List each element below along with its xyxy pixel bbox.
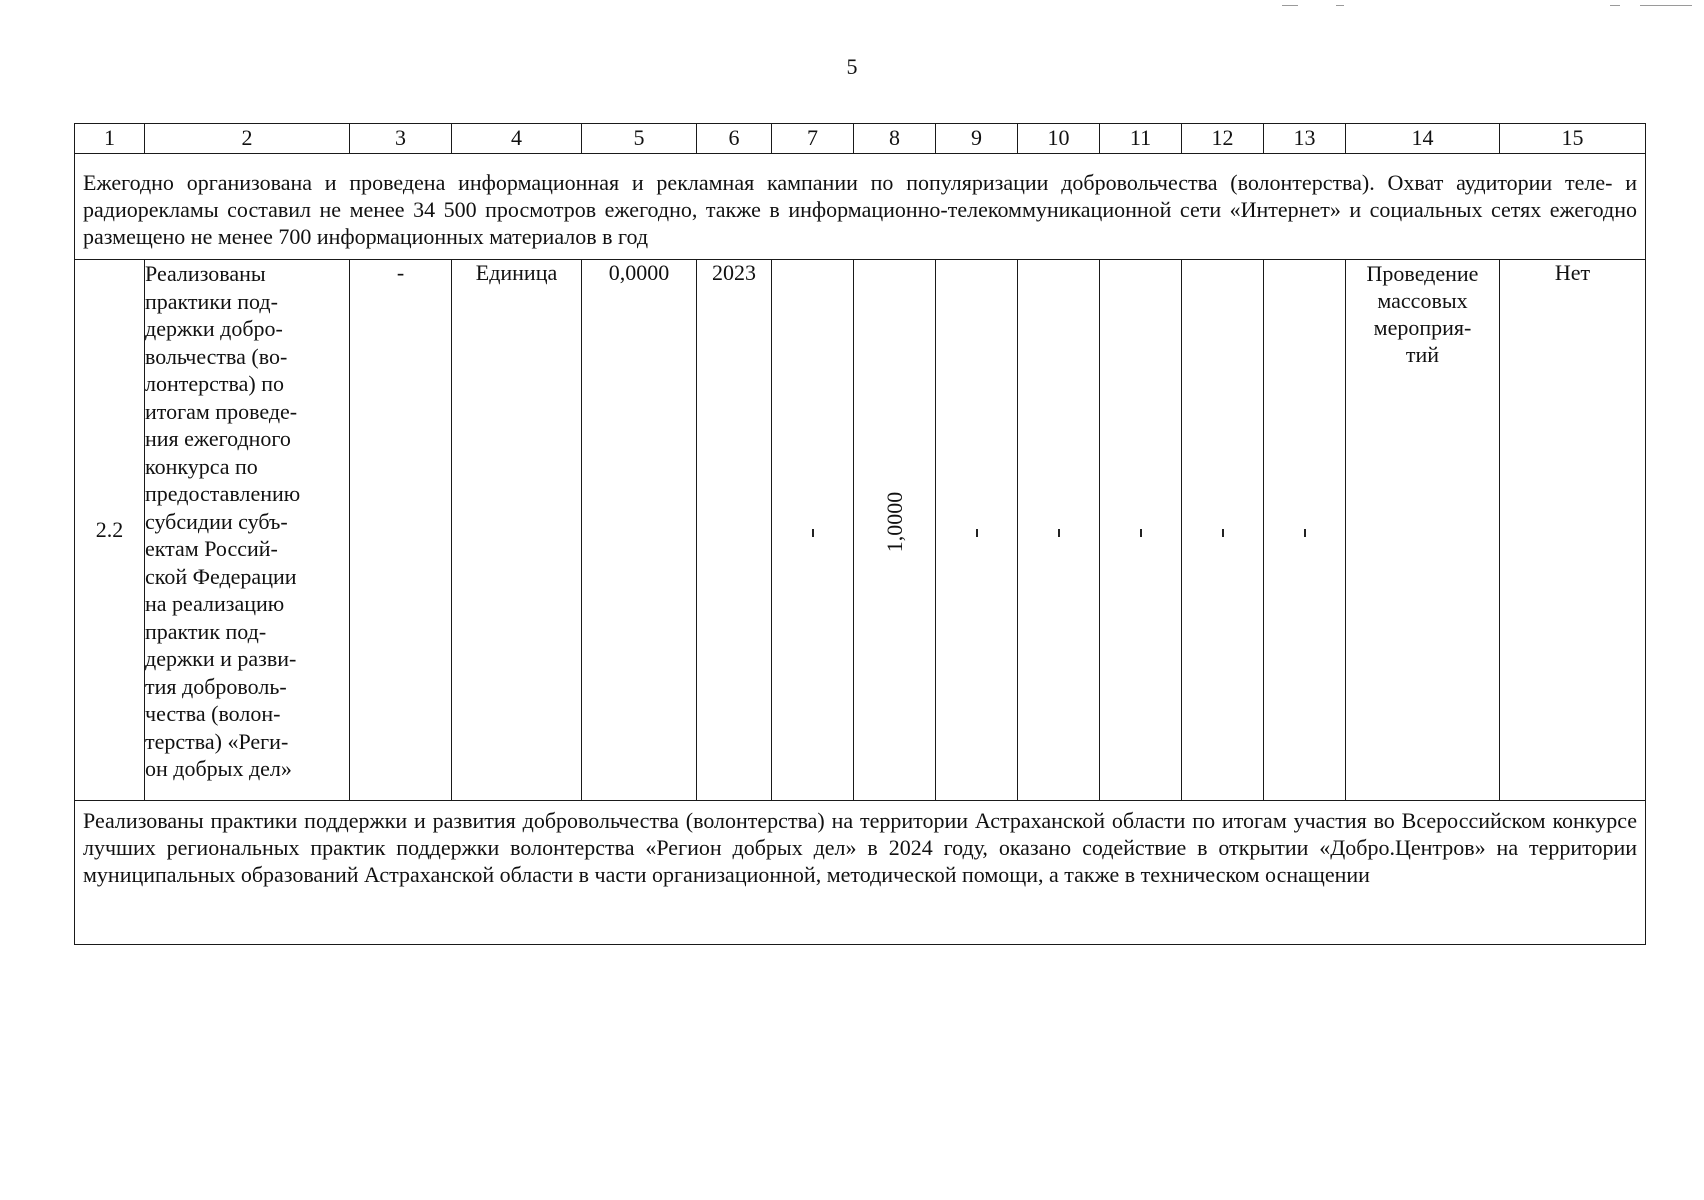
dash-mark bbox=[1140, 529, 1142, 537]
events-cell bbox=[1346, 260, 1500, 801]
header-cell: 14 bbox=[1346, 124, 1500, 154]
section-text: Ежегодно организована и проведена информационная и рекламная кампании по популяризации добровольчества (волонтерства). Охват аудитории теле- и радиорекламы составил не менее 34 500 просмотров ежегодно, также в информационно-телекоммуникационной сети «Интернет» и социальных сетях ежегодно размещено не менее 700 информационных материалов в год bbox=[83, 170, 1637, 250]
description-line: практик под- bbox=[145, 618, 267, 644]
section-cell bbox=[75, 153, 1646, 259]
header-cell: 4 bbox=[452, 124, 582, 154]
description-line: чества (волон- bbox=[145, 701, 281, 727]
header-cell: 3 bbox=[350, 124, 452, 154]
header-cell: 9 bbox=[936, 124, 1018, 154]
description-line: конкурса по bbox=[145, 453, 258, 479]
result-row bbox=[75, 801, 1646, 945]
header-cell: 10 bbox=[1018, 124, 1100, 154]
description-line: ния ежегодного bbox=[145, 426, 291, 452]
events-line: мероприя- bbox=[1373, 315, 1472, 341]
scan-mark bbox=[1640, 5, 1692, 6]
description-line: держки и разви- bbox=[145, 646, 297, 672]
header-cell: 5 bbox=[582, 124, 697, 154]
header-cell: 1 bbox=[75, 124, 145, 154]
description-line: тия доброволь- bbox=[145, 673, 287, 699]
base-year-cell: 2023 bbox=[697, 260, 772, 801]
col7-cell bbox=[772, 260, 854, 801]
col8-value: 1,0000 bbox=[881, 492, 907, 553]
result-cell bbox=[75, 801, 1646, 945]
dash-mark bbox=[812, 529, 814, 537]
header-cell: 7 bbox=[772, 124, 854, 154]
col15-cell: Нет bbox=[1500, 260, 1646, 801]
dash-mark bbox=[1058, 529, 1060, 537]
scan-mark bbox=[1336, 5, 1344, 6]
description-line: субсидии субъ- bbox=[145, 508, 288, 534]
description-line: практики под- bbox=[145, 288, 278, 314]
base-value-cell: 0,0000 bbox=[582, 260, 697, 801]
header-cell: 13 bbox=[1264, 124, 1346, 154]
description-line: вольчества (во- bbox=[145, 343, 288, 369]
description-line: терства) «Реги- bbox=[145, 728, 289, 754]
events-line: массовых bbox=[1377, 288, 1468, 314]
col10-cell bbox=[1018, 260, 1100, 801]
scan-mark bbox=[1610, 5, 1620, 6]
header-row bbox=[75, 124, 1646, 154]
result-text: Реализованы практики поддержки и развития добровольчества (волонтерства) на территории Астраханской области по итогам участия во Всероссийском конкурсе лучших региональных практик поддержки волонтерства «Регион добрых дел» в 2024 году, оказано содействие в открытии «Добро.Центров» на территории муниципальных образований Астраханской области в части организационной, методической помощи, а также в техническом оснащении bbox=[83, 808, 1637, 888]
description-line: лонтерства) по bbox=[145, 371, 284, 397]
description-line: он добрых дел» bbox=[145, 756, 292, 782]
col11-cell bbox=[1100, 260, 1182, 801]
row-number: 2.2 bbox=[75, 260, 145, 801]
description-line: предоставлению bbox=[145, 481, 301, 507]
dash-mark bbox=[976, 529, 978, 537]
col8-cell bbox=[854, 260, 936, 801]
row-description bbox=[145, 260, 350, 801]
description-line: держки добро- bbox=[145, 316, 283, 342]
col13-cell bbox=[1264, 260, 1346, 801]
scan-mark bbox=[1282, 5, 1298, 6]
dash-mark bbox=[1222, 529, 1224, 537]
description-line: ской Федерации bbox=[145, 563, 297, 589]
header-cell: 2 bbox=[145, 124, 350, 154]
col9-cell bbox=[936, 260, 1018, 801]
description-line: Реализованы bbox=[145, 261, 266, 287]
header-cell: 12 bbox=[1182, 124, 1264, 154]
indicators-table bbox=[74, 123, 1646, 945]
header-cell: 15 bbox=[1500, 124, 1646, 154]
events-line: Проведение bbox=[1366, 261, 1479, 287]
dash-mark bbox=[1304, 529, 1306, 537]
header-cell: 8 bbox=[854, 124, 936, 154]
page-number: 5 bbox=[846, 54, 858, 79]
description-line: ектам Россий- bbox=[145, 536, 278, 562]
unit-cell: Единица bbox=[452, 260, 582, 801]
indicator-row bbox=[75, 260, 1646, 801]
section-row bbox=[75, 153, 1646, 259]
header-cell: 6 bbox=[697, 124, 772, 154]
col12-cell bbox=[1182, 260, 1264, 801]
header-cell: 11 bbox=[1100, 124, 1182, 154]
col3-value: - bbox=[350, 260, 452, 801]
description-line: на реализацию bbox=[145, 591, 285, 617]
description-line: итогам проведе- bbox=[145, 398, 298, 424]
events-line: тий bbox=[1405, 342, 1440, 368]
